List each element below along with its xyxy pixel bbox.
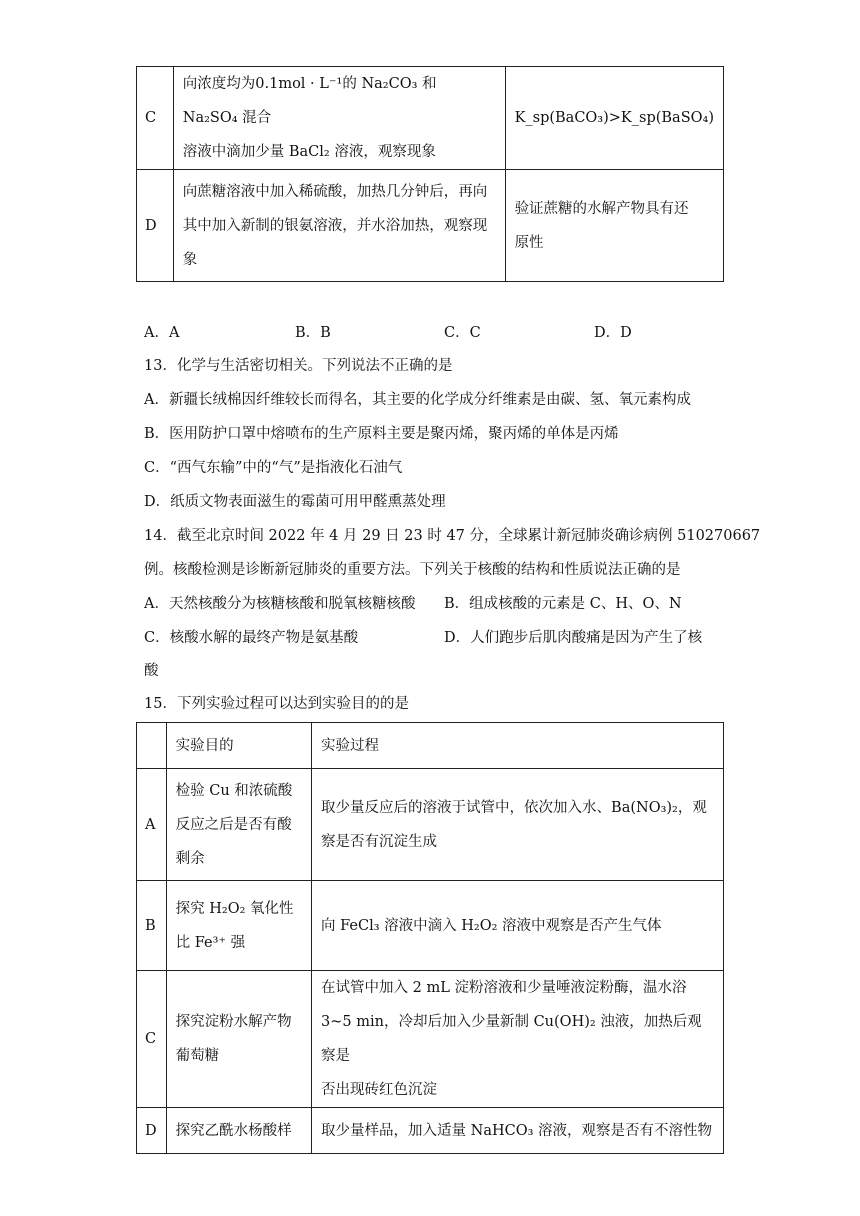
q12-option-d: D．D bbox=[594, 325, 632, 341]
process-line: 溶液中滴加少量 BaCl₂ 溶液，观察现象 bbox=[182, 144, 436, 160]
table-row bbox=[137, 67, 724, 170]
table-row bbox=[137, 1108, 724, 1154]
q14-option-d: D．人们跑步后肌肉酸痛是因为产生了核 bbox=[444, 630, 703, 646]
purpose-line: 反应之后是否有酸 bbox=[175, 816, 292, 833]
purpose-line: 探究乙酰水杨酸样 bbox=[175, 1122, 292, 1139]
table-header-row bbox=[137, 723, 724, 769]
q14-stem-line1: 14．截至北京时间 2022 年 4 月 29 日 23 时 47 分，全球累计新冠肺炎确诊病例 510270667 bbox=[144, 528, 761, 544]
q14-option-a: A．天然核酸分为核糖核酸和脱氧核糖核酸 bbox=[144, 596, 416, 612]
row-label: D bbox=[137, 170, 174, 282]
table-row bbox=[137, 769, 724, 881]
row-label: C bbox=[137, 971, 167, 1108]
purpose-cell bbox=[166, 881, 311, 971]
q12-option-a: A．A bbox=[144, 325, 180, 341]
process-cell bbox=[312, 1108, 724, 1154]
purpose-line: 葡萄糖 bbox=[175, 1048, 220, 1064]
purpose-line: 原性 bbox=[514, 234, 544, 251]
q13-stem: 13．化学与生活密切相关。下列说法不正确的是 bbox=[144, 358, 453, 374]
q13-option-d: D．纸质文物表面滋生的霉菌可用甲醛熏蒸处理 bbox=[144, 494, 446, 510]
q13-option-c: C．“西气东输”中的“气”是指液化石油气 bbox=[144, 460, 403, 476]
row-label: B bbox=[137, 881, 167, 971]
q15-stem: 15．下列实验过程可以达到实验目的的是 bbox=[144, 696, 409, 712]
purpose-cell bbox=[505, 170, 723, 282]
q13-option-b: B．医用防护口罩中熔喷布的生产原料主要是聚丙烯，聚丙烯的单体是丙烯 bbox=[144, 426, 619, 442]
purpose-line: 剩余 bbox=[175, 850, 205, 867]
purpose-line: K_sp(BaCO₃)>K_sp(BaSO₄) bbox=[514, 110, 714, 126]
process-cell bbox=[312, 971, 724, 1108]
process-cell bbox=[173, 170, 505, 282]
process-line: 其中加入新制的银氨溶液，并水浴加热，观察现 bbox=[182, 217, 488, 234]
row-label: A bbox=[137, 769, 167, 881]
q13-option-a: A．新疆长绒棉因纤维较长而得名，其主要的化学成分纤维素是由碳、氢、氧元素构成 bbox=[144, 392, 691, 408]
process-line: 取少量样品，加入适量 NaHCO₃ 溶液，观察是否有不溶性物 bbox=[321, 1122, 713, 1139]
process-line: 象 bbox=[182, 251, 198, 268]
purpose-cell bbox=[505, 67, 723, 170]
process-line: 向蔗糖溶液中加入稀硫酸，加热几分钟后，再向 bbox=[182, 183, 488, 200]
process-line: 3~5 min，冷却后加入少量新制 Cu(OH)₂ 浊液，加热后观察是 bbox=[321, 1014, 702, 1064]
q15-table bbox=[136, 722, 724, 1154]
q14-option-b: B．组成核酸的元素是 C、H、O、N bbox=[444, 596, 682, 612]
process-line: 向浓度均为0.1mol · L⁻¹的 Na₂CO₃ 和 Na₂SO₄ 混合 bbox=[182, 76, 437, 126]
header-process: 实验过程 bbox=[312, 723, 724, 769]
table-row bbox=[137, 971, 724, 1108]
purpose-line: 比 Fe³⁺ 强 bbox=[175, 934, 246, 951]
q14-option-d-cont: 酸 bbox=[144, 663, 159, 679]
process-cell bbox=[173, 67, 505, 170]
table-row bbox=[137, 170, 724, 282]
purpose-line: 检验 Cu 和浓硫酸 bbox=[175, 782, 293, 799]
purpose-cell bbox=[166, 769, 311, 881]
purpose-cell bbox=[166, 971, 311, 1108]
header-blank bbox=[137, 723, 167, 769]
table-row bbox=[137, 881, 724, 971]
row-label: D bbox=[137, 1108, 167, 1154]
q12-option-b: B．B bbox=[295, 325, 331, 341]
header-purpose: 实验目的 bbox=[166, 723, 311, 769]
purpose-line: 验证蔗糖的水解产物具有还 bbox=[514, 200, 689, 217]
q14-stem-line2: 例。核酸检测是诊断新冠肺炎的重要方法。下列关于核酸的结构和性质说法正确的是 bbox=[144, 562, 681, 578]
q14-option-c: C．核酸水解的最终产物是氨基酸 bbox=[144, 630, 359, 646]
purpose-line: 探究 H₂O₂ 氧化性 bbox=[175, 900, 294, 917]
row-label: C bbox=[137, 67, 174, 170]
process-cell bbox=[312, 769, 724, 881]
q12-table bbox=[136, 66, 724, 282]
process-line: 在试管中加入 2 mL 淀粉溶液和少量唾液淀粉酶，温水浴 bbox=[321, 980, 687, 996]
purpose-line: 探究淀粉水解产物 bbox=[175, 1014, 292, 1030]
process-line: 向 FeCl₃ 溶液中滴入 H₂O₂ 溶液中观察是否产生气体 bbox=[321, 917, 662, 934]
purpose-cell bbox=[166, 1108, 311, 1154]
q12-option-c: C．C bbox=[444, 325, 481, 341]
process-line: 取少量反应后的溶液于试管中，依次加入水、Ba(NO₃)₂，观 bbox=[321, 799, 707, 816]
process-line: 察是否有沉淀生成 bbox=[321, 833, 438, 850]
process-line: 否出现砖红色沉淀 bbox=[321, 1082, 438, 1098]
process-cell bbox=[312, 881, 724, 971]
